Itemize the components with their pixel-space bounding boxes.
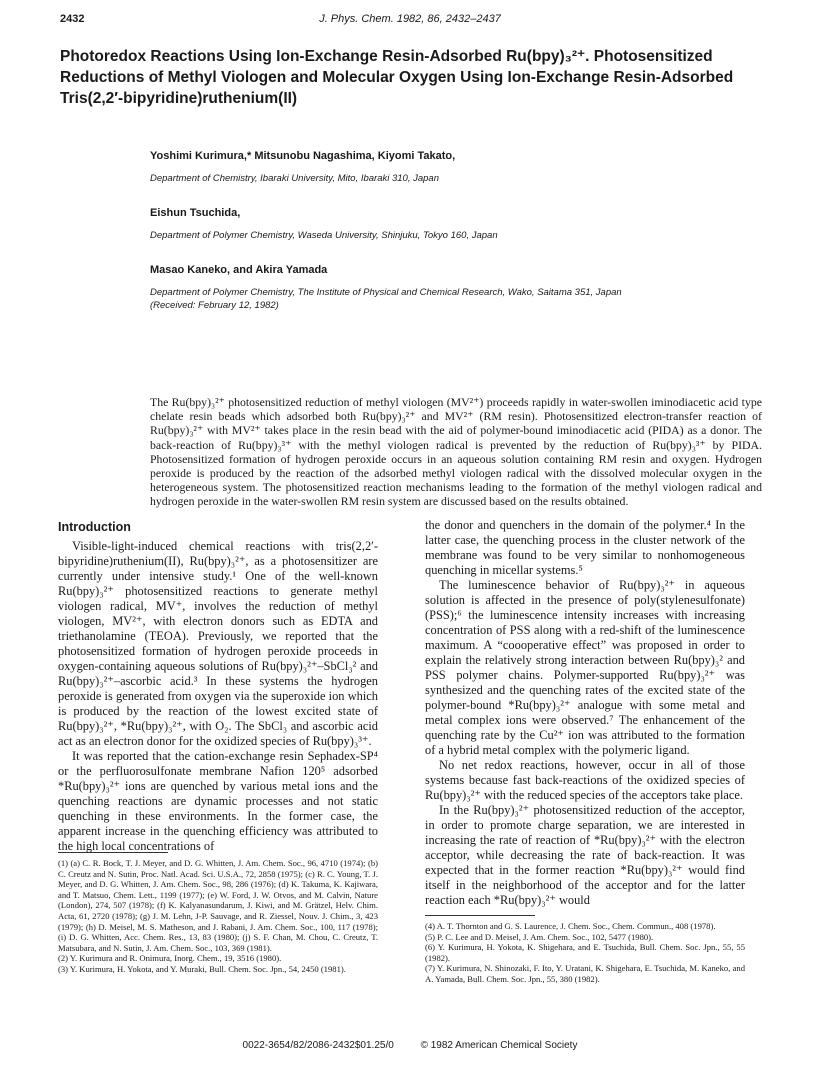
- footnotes-right: [425, 921, 745, 985]
- footnote: (5) P. C. Lee and D. Meisel, J. Am. Chem. Soc., 102, 5477 (1980).: [425, 931, 654, 942]
- author-group-2: [150, 207, 770, 242]
- abstract: The Ru(bpy)₃²⁺ photosensitized reduction of methyl viologen (MV²⁺) proceeds rapidly in water-swollen iminodiacetic acid type chelate resin beads which adsorbed both Ru(bpy)₃²⁺ and MV²⁺ (RM resin). Photosensitized electron-transfer reaction of Ru(bpy)₃²⁺ with MV²⁺ takes place in the resin bead with the aid of polymer-bound iminodiacetic acid (PIDA) as a donor. The back-reaction of Ru(bpy)₃³⁺ with the methyl viologen radical is prevented by the reduction of Ru(bpy)₃³⁺ by PIDA. Photosensitized formation of hydrogen peroxide occurs in an aqueous solution containing RM resin and oxygen. Hydrogen peroxide is produced by the reaction of the adsorbed methyl viologen radical with the dissolved molecular oxygen in the heterogeneous system. The photosensitized reaction mechanisms leading to the formation of the methyl viologen radical and hydrogen peroxide in the water-swollen RM resin system are discussed based on the results obtained.: [150, 395, 762, 509]
- received-date: (Received: February 12, 1982): [150, 300, 279, 311]
- running-head: [60, 13, 760, 29]
- author-group-1: [150, 150, 770, 185]
- paragraph: The luminescence behavior of Ru(bpy)₃²⁺ in aqueous solution is affected in the presence of poly(stylenesulfonate) (PSS);⁶ the luminescence intensity increases with increasing concentration of PSS along with a red-shift of the luminescence maximum. A “coooperative effect” was proposed in order to explain the relatively strong interaction between Ru(bpy)₃² and PSS polymer chains. Polymer-supported Ru(bpy)₃²⁺ was synthesized and the quenching rates of the excited state of the polymer-bound *Ru(bpy)₃²⁺ analogue with some metal and metal complex ions were observed.⁷ The enhancement of the quenching rate by the Cu²⁺ ion was attributed to the formation of a hybrid metal complex with the polymeric ligand.: [425, 578, 745, 757]
- author-group-3: [150, 264, 770, 312]
- article-code: 0022-3654/82/2086-2432$01.25/0: [242, 1040, 394, 1051]
- column-right: [425, 518, 745, 908]
- footnote: (1) (a) C. R. Bock, T. J. Meyer, and D. G. Whitten, J. Am. Chem. Soc., 96, 4710 (1974); (b) C. Creutz and N. Sutin, Proc. Natl. Acad. Sci. U.S.A., 72, 2858 (1975); (c) R. C. Young, T. J. Meyer, and D. G. Whitten, J. Am. Chem. Soc., 98, 286 (1976); (d) K. Takuma, K. Kajiwara, and T. Matsuo, Chem. Lett., 1199 (1977); (e) W. Ford, J. W. Otvos, and M. Calvin, Nature (London), 274, 507 (1978); (f) K. Kalyanasundarum, J. Kiwi, and M. Grätzel, Helv. Chim. Acta, 61, 2720 (1978); (g) J. M. Lehn, J-P. Sauvage, and R. Ziessel, Nouv. J. Chim., 3, 423 (1979); (h) D. Meisel, M. S. Matheson, and J. Rabani, J. Am. Chem. Soc., 100, 117 (1978); (i) D. G. Whitten, Acc. Chem. Res., 13, 83 (1980); (j) S. F. Chan, M. Chou, C. Creutz, T. Matsubara, and N. Sutin, J. Am. Chem. Soc., 103, 369 (1981).: [58, 858, 378, 953]
- author-names: Yoshimi Kurimura,* Mitsunobu Nagashima, Kiyomi Takato,: [150, 150, 456, 162]
- author-affiliation: Department of Polymer Chemistry, The Institute of Physical and Chemical Research, Wako, Saitama 351, Japan: [150, 287, 622, 298]
- paragraph: It was reported that the cation-exchange resin Sephadex-SP⁴ or the perfluorosulfonate membrane Nafion 120⁵ adsorbed *Ru(bpy)₃²⁺ ions are quenched by various metal ions and the quenching reactions are dynamic processes and not static quenching in these environments. In the former case, the apparent increase in the quenching efficiency was attributed to the high local concentrations of: [58, 749, 378, 853]
- copyright-notice: © 1982 American Chemical Society: [420, 1040, 578, 1051]
- author-affiliation: Department of Chemistry, Ibaraki University, Mito, Ibaraki 310, Japan: [150, 173, 439, 184]
- section-heading: Introduction: [58, 520, 131, 534]
- paragraph: In the Ru(bpy)₃²⁺ photosensitized reduction of the acceptor, in order to promote charge separation, we are interested in increasing the rate of reaction of *Ru(bpy)₃²⁺ with the electron acceptor, while decreasing the rate of back-reaction. It was expected that in the former reaction *Ru(bpy)₃²⁺ would find itself in the neighborhood of the acceptor and for the latter reaction each *Ru(bpy)₃²⁺ would: [425, 803, 745, 907]
- page-footer: [0, 1040, 820, 1051]
- page-number: 2432: [60, 13, 85, 25]
- footnote-rule: [58, 852, 168, 853]
- footnote: (4) A. T. Thornton and G. S. Laurence, J. Chem. Soc., Chem. Commun., 408 (1978).: [425, 921, 716, 931]
- paragraph: the donor and quenchers in the domain of the polymer.⁴ In the latter case, the quenching process in the cluster network of the membrane was found to be very similar to nonhomogeneous quenching in micellar systems.⁵: [425, 518, 745, 577]
- author-names: Masao Kaneko, and Akira Yamada: [150, 264, 328, 276]
- footnotes-left: [58, 858, 378, 975]
- article-title: Photoredox Reactions Using Ion-Exchange Resin-Adsorbed Ru(bpy)₃²⁺. Photosensitized Reductions of Methyl Viologen and Molecular Oxygen Using Ion-Exchange Resin-Adsorbed Tris(2,2′-bipyridine)ruthenium(II): [60, 48, 734, 107]
- paragraph: Visible-light-induced chemical reactions with tris(2,2′-bipyridine)ruthenium(II), Ru(bpy)₃²⁺, as a photosensitizer are currently under intensive study.¹ One of the well-known Ru(bpy)₃²⁺ photosensitized reactions to generate methyl viologen radical, MV⁺, involves the reduction of methyl viologen, MV²⁺, with electron donors such as EDTA and triethanolamine (TEOA). Previously, we reported that the photosensitized formation of hydrogen peroxide proceeds in oxygen-containing aqueous solutions of Ru(bpy)₃²⁺–SbCl₃² and Ru(bpy)₃²⁺–ascorbic acid.³ In these systems the hydrogen peroxide is generated from oxygen via the superoxide ion which is produced by the reaction of the lowest excited state of Ru(bpy)₃²⁺, *Ru(bpy)₃²⁺, with O₂. The SbCl₃ and ascorbic acid act as an electron donor for the oxidized species of Ru(bpy)₃³⁺.: [58, 539, 378, 748]
- footnote: (6) Y. Kurimura, H. Yokota, K. Shigehara, and E. Tsuchida, Bull. Chem. Soc. Jpn., 55, 55 (1982).: [425, 942, 745, 963]
- footnote: (2) Y. Kurimura and R. Onimura, Inorg. Chem., 19, 3516 (1980).: [58, 953, 282, 964]
- journal-citation: J. Phys. Chem. 1982, 86, 2432–2437: [319, 13, 501, 25]
- column-left: [58, 520, 378, 854]
- footnote: (3) Y. Kurimura, H. Yokota, and Y. Muraki, Bull. Chem. Soc. Jpn., 54, 2450 (1981).: [58, 963, 346, 974]
- paragraph: No net redox reactions, however, occur in all of those systems because fast back-reactions of the oxidized species of Ru(bpy)₃²⁺ with the reduced species of the acceptors take place.: [425, 758, 745, 802]
- footnote-rule: [425, 915, 535, 916]
- footnote: (7) Y. Kurimura, N. Shinozaki, F. Ito, Y. Uratani, K. Shigehara, E. Tsuchida, M. Kaneko, and A. Yamada, Bull. Chem. Soc. Jpn., 55, 380 (1982).: [425, 963, 745, 984]
- author-names: Eishun Tsuchida,: [150, 207, 241, 219]
- author-affiliation: Department of Polymer Chemistry, Waseda University, Shinjuku, Tokyo 160, Japan: [150, 230, 498, 241]
